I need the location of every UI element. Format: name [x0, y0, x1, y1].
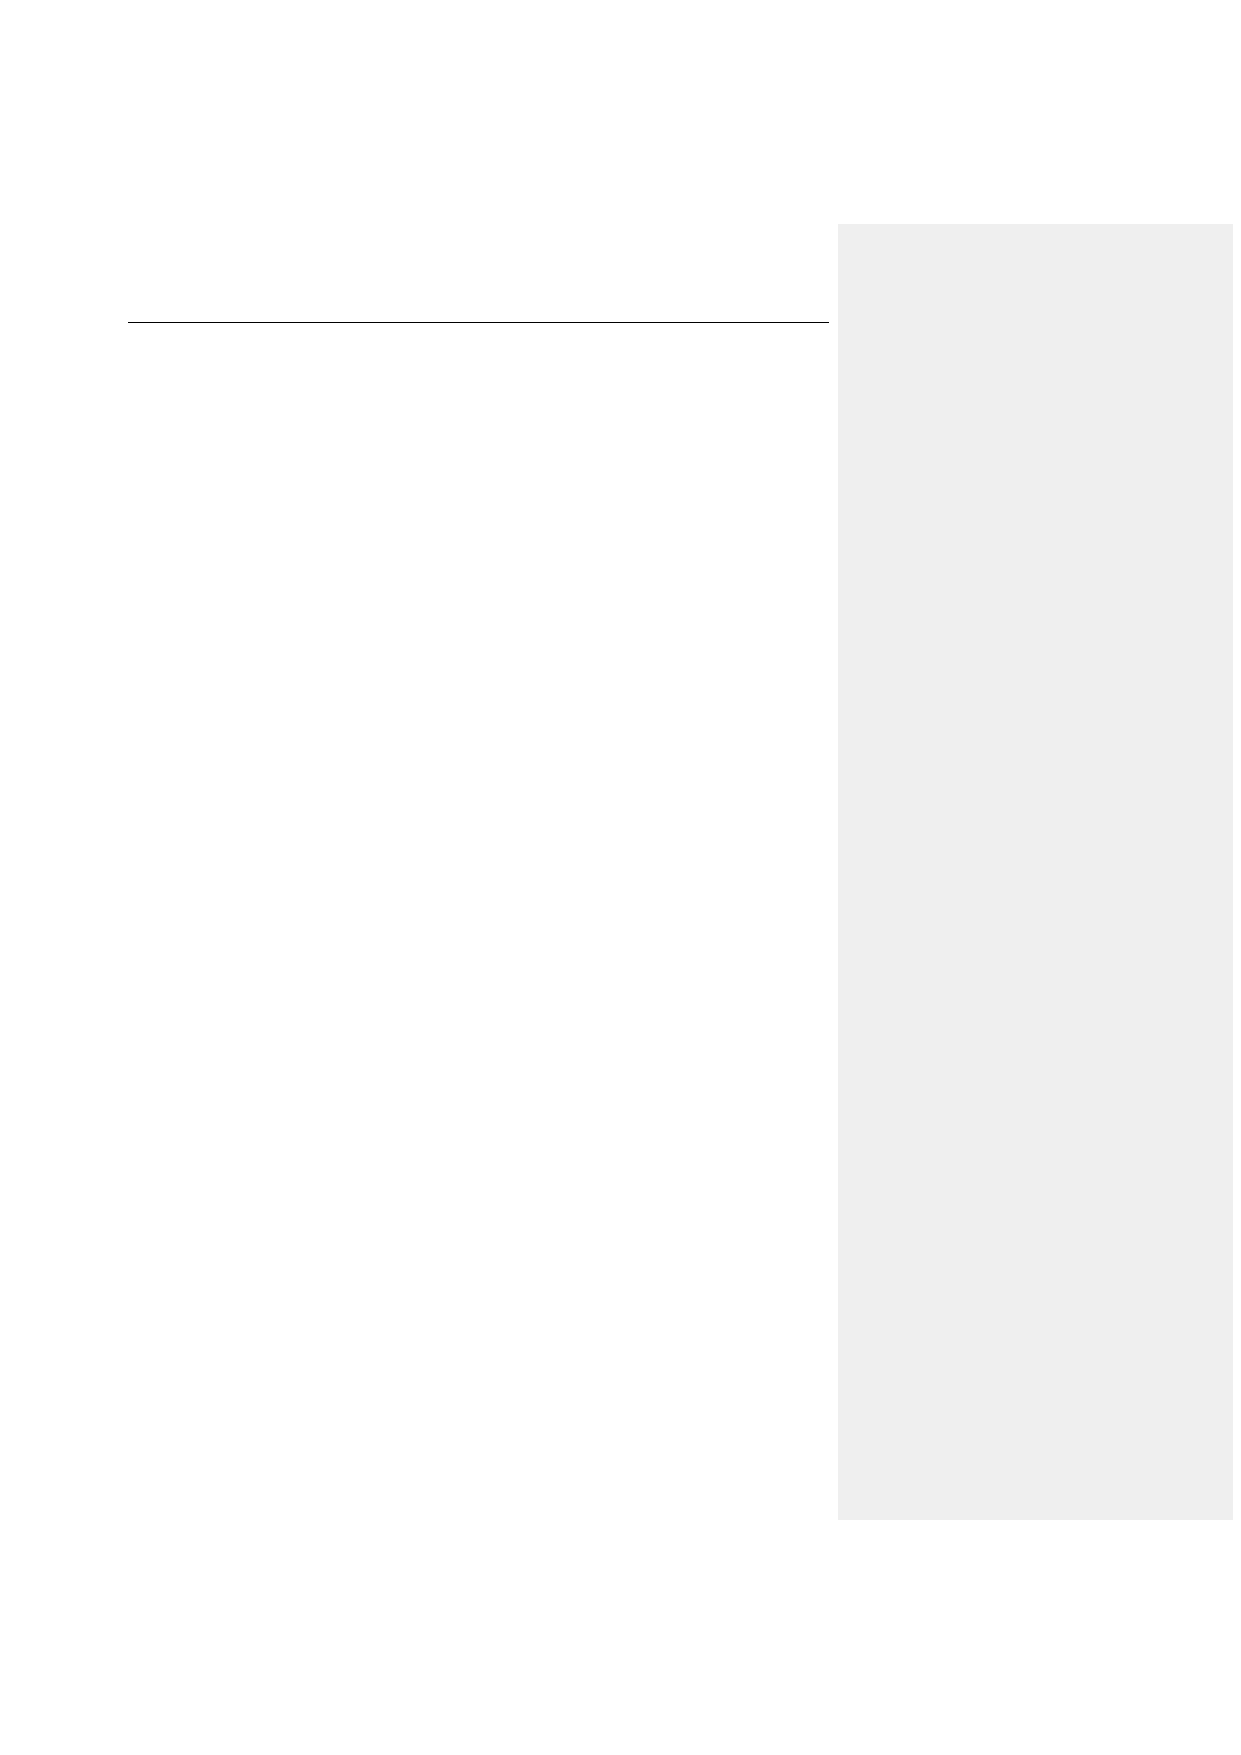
comment-pane [838, 224, 1233, 1520]
heading-level-3 [128, 965, 188, 989]
header-rule [128, 322, 829, 323]
heading-level-1 [128, 876, 162, 904]
heading-level-2 [128, 925, 180, 953]
